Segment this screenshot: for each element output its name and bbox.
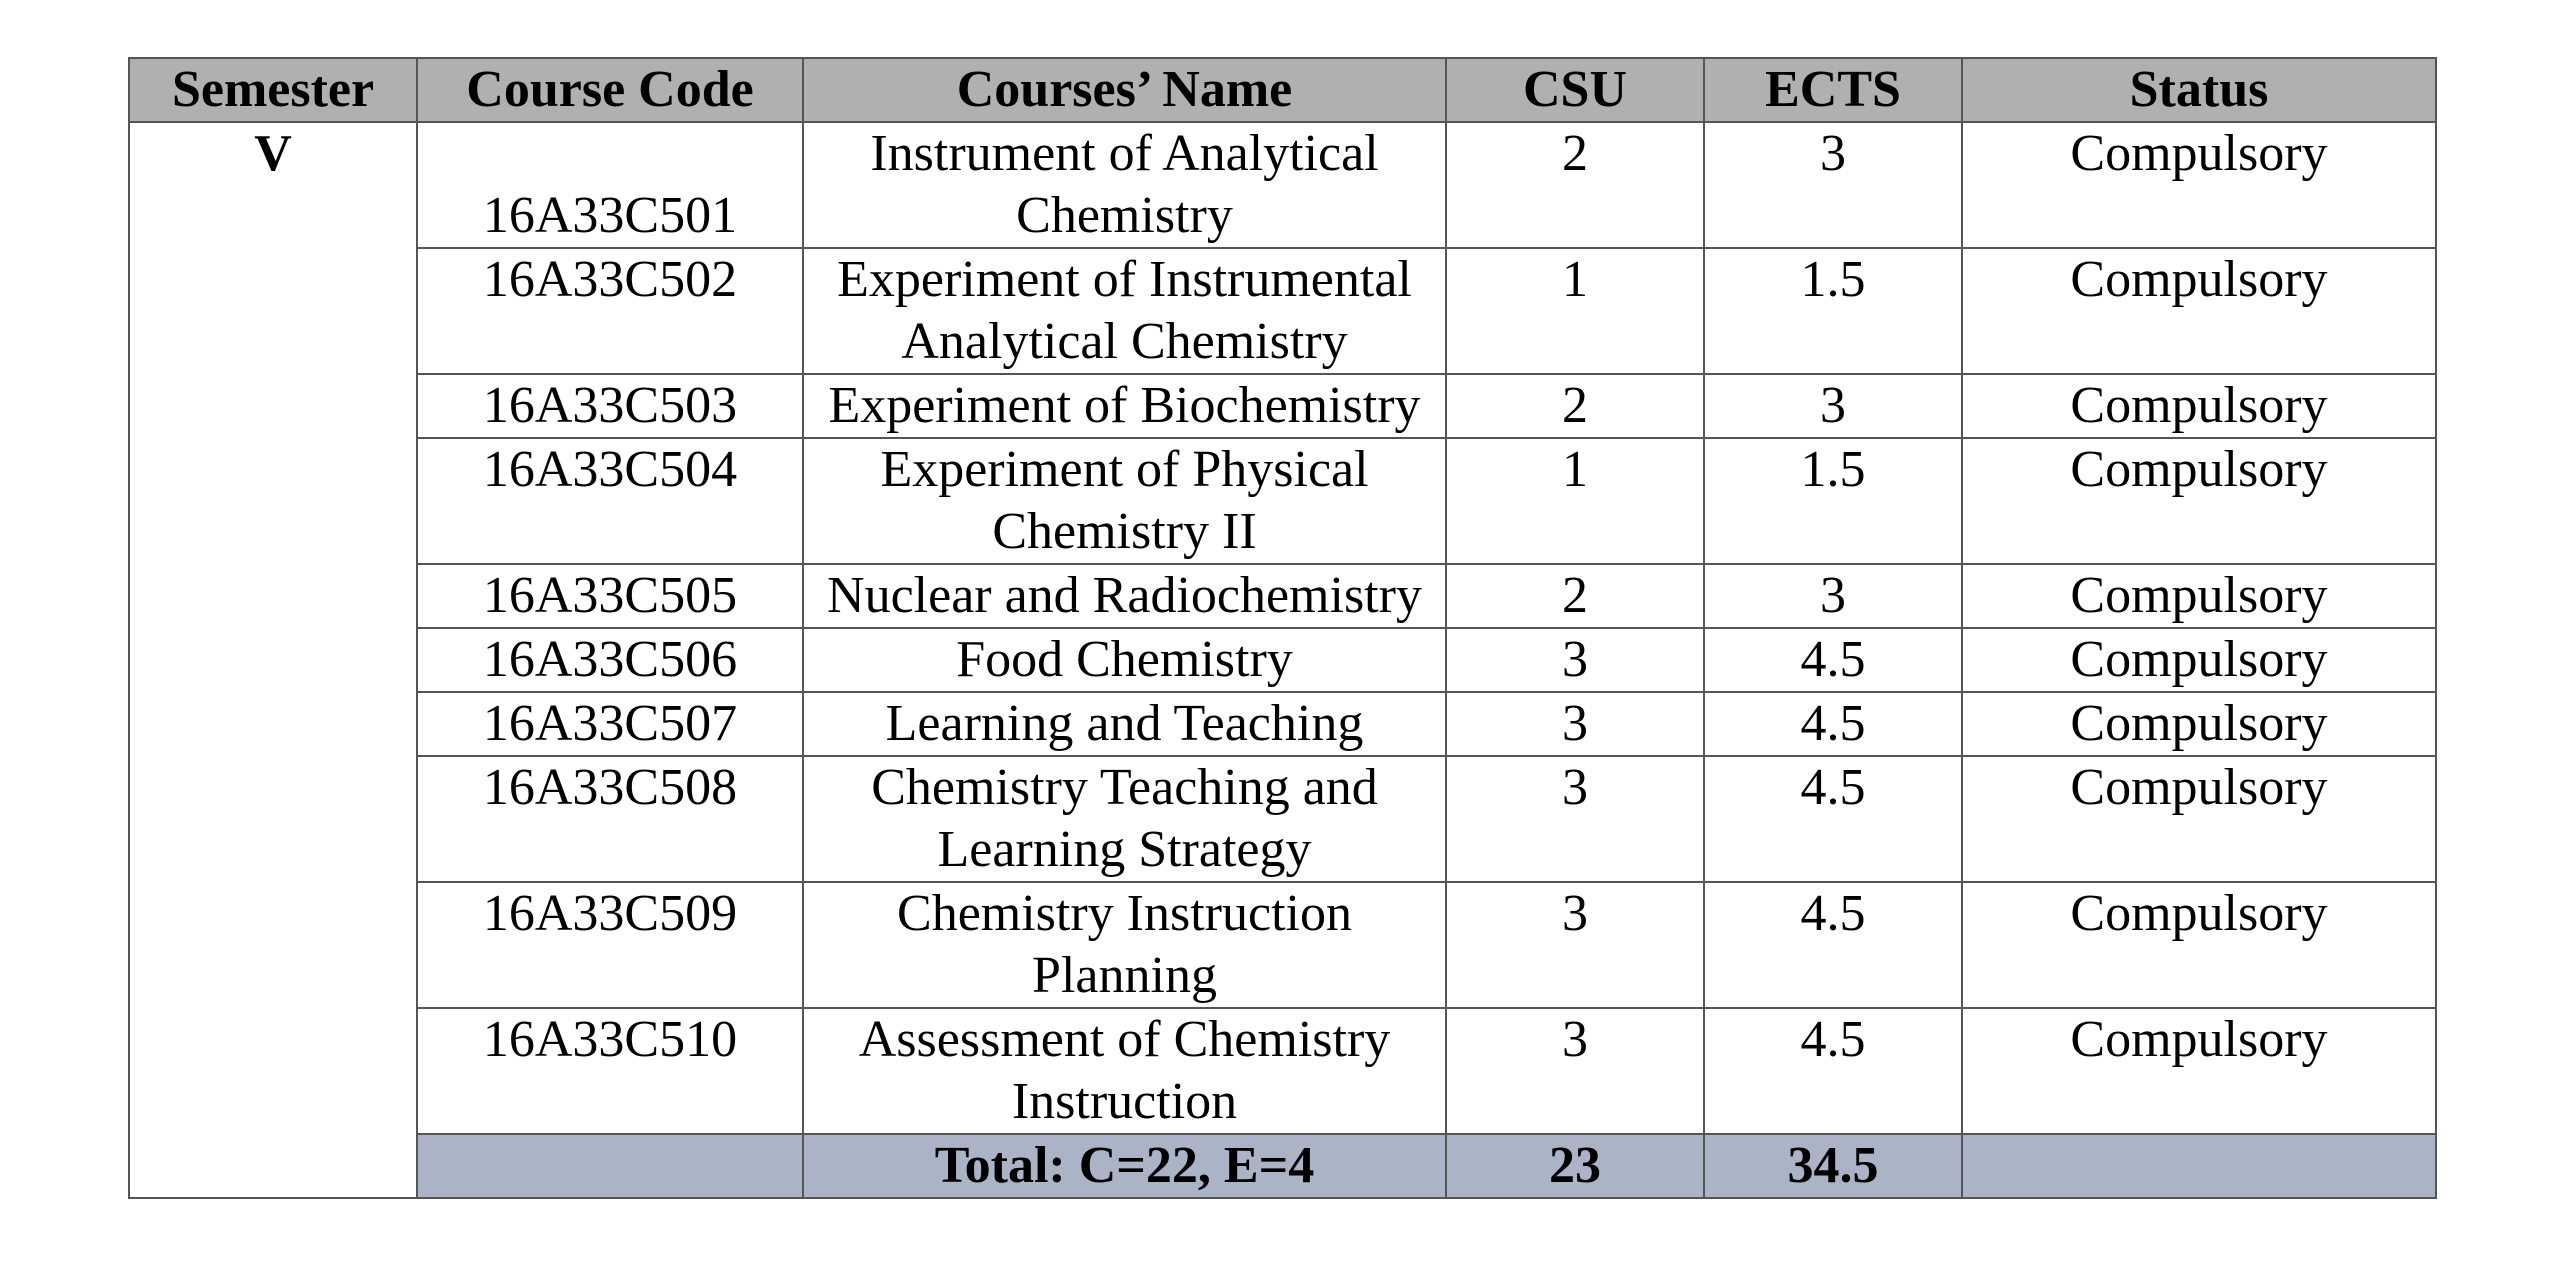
total-row — [129, 1134, 2436, 1198]
status-cell: Compulsory — [1962, 1008, 2436, 1134]
ects-cell: 3 — [1704, 374, 1962, 438]
total-ects: 34.5 — [1704, 1134, 1962, 1198]
course-name-cell: Nuclear and Radiochemistry — [803, 564, 1446, 628]
status-cell: Compulsory — [1962, 564, 2436, 628]
ects-cell: 3 — [1704, 564, 1962, 628]
header-course-code: Course Code — [417, 58, 803, 122]
header-ects: ECTS — [1704, 58, 1962, 122]
csu-cell: 3 — [1446, 756, 1704, 882]
ects-cell: 4.5 — [1704, 1008, 1962, 1134]
ects-cell: 4.5 — [1704, 628, 1962, 692]
ects-cell: 3 — [1704, 122, 1962, 248]
table-row — [129, 248, 2436, 374]
status-cell: Compulsory — [1962, 756, 2436, 882]
course-code-cell: 16A33C505 — [417, 564, 803, 628]
course-code-cell: 16A33C504 — [417, 438, 803, 564]
course-code-cell: 16A33C506 — [417, 628, 803, 692]
table-row — [129, 1008, 2436, 1134]
course-code-cell: 16A33C502 — [417, 248, 803, 374]
csu-cell: 1 — [1446, 438, 1704, 564]
status-cell: Compulsory — [1962, 122, 2436, 248]
status-cell: Compulsory — [1962, 692, 2436, 756]
table-body — [129, 122, 2436, 1198]
course-code-cell: 16A33C503 — [417, 374, 803, 438]
course-name-cell: Experiment of Physical Chemistry II — [803, 438, 1446, 564]
course-name-cell: Experiment of Instrumental Analytical Chemistry — [803, 248, 1446, 374]
table-row — [129, 438, 2436, 564]
table-row — [129, 628, 2436, 692]
header-csu: CSU — [1446, 58, 1704, 122]
status-cell: Compulsory — [1962, 248, 2436, 374]
course-name-cell: Chemistry Teaching and Learning Strategy — [803, 756, 1446, 882]
course-name-cell: Experiment of Biochemistry — [803, 374, 1446, 438]
course-name-cell: Instrument of Analytical Chemistry — [803, 122, 1446, 248]
course-name-cell: Food Chemistry — [803, 628, 1446, 692]
csu-cell: 2 — [1446, 122, 1704, 248]
table-row — [129, 882, 2436, 1008]
status-cell: Compulsory — [1962, 438, 2436, 564]
course-code-cell: 16A33C508 — [417, 756, 803, 882]
table-row — [129, 122, 2436, 248]
course-name-cell: Assessment of Chemistry Instruction — [803, 1008, 1446, 1134]
status-cell: Compulsory — [1962, 882, 2436, 1008]
ects-cell: 4.5 — [1704, 882, 1962, 1008]
course-code-cell: 16A33C509 — [417, 882, 803, 1008]
course-name-cell: Chemistry Instruction Planning — [803, 882, 1446, 1008]
ects-cell: 4.5 — [1704, 756, 1962, 882]
header-course-name: Courses’ Name — [803, 58, 1446, 122]
ects-cell: 1.5 — [1704, 438, 1962, 564]
csu-cell: 2 — [1446, 564, 1704, 628]
csu-cell: 3 — [1446, 692, 1704, 756]
table-row — [129, 756, 2436, 882]
header-status: Status — [1962, 58, 2436, 122]
csu-cell: 2 — [1446, 374, 1704, 438]
total-blank-status — [1962, 1134, 2436, 1198]
status-cell: Compulsory — [1962, 628, 2436, 692]
total-csu: 23 — [1446, 1134, 1704, 1198]
table-row — [129, 692, 2436, 756]
header-semester: Semester — [129, 58, 417, 122]
ects-cell: 4.5 — [1704, 692, 1962, 756]
table-row — [129, 374, 2436, 438]
course-name-cell: Learning and Teaching — [803, 692, 1446, 756]
total-blank-code — [417, 1134, 803, 1198]
course-table — [128, 57, 2437, 1199]
csu-cell: 1 — [1446, 248, 1704, 374]
status-cell: Compulsory — [1962, 374, 2436, 438]
semester-cell: V — [129, 122, 417, 1198]
course-code-cell: 16A33C510 — [417, 1008, 803, 1134]
csu-cell: 3 — [1446, 628, 1704, 692]
course-code-cell: 16A33C501 — [417, 122, 803, 248]
csu-cell: 3 — [1446, 882, 1704, 1008]
course-code-cell: 16A33C507 — [417, 692, 803, 756]
ects-cell: 1.5 — [1704, 248, 1962, 374]
header-row — [129, 58, 2436, 122]
csu-cell: 3 — [1446, 1008, 1704, 1134]
total-label: Total: C=22, E=4 — [803, 1134, 1446, 1198]
table-row — [129, 564, 2436, 628]
